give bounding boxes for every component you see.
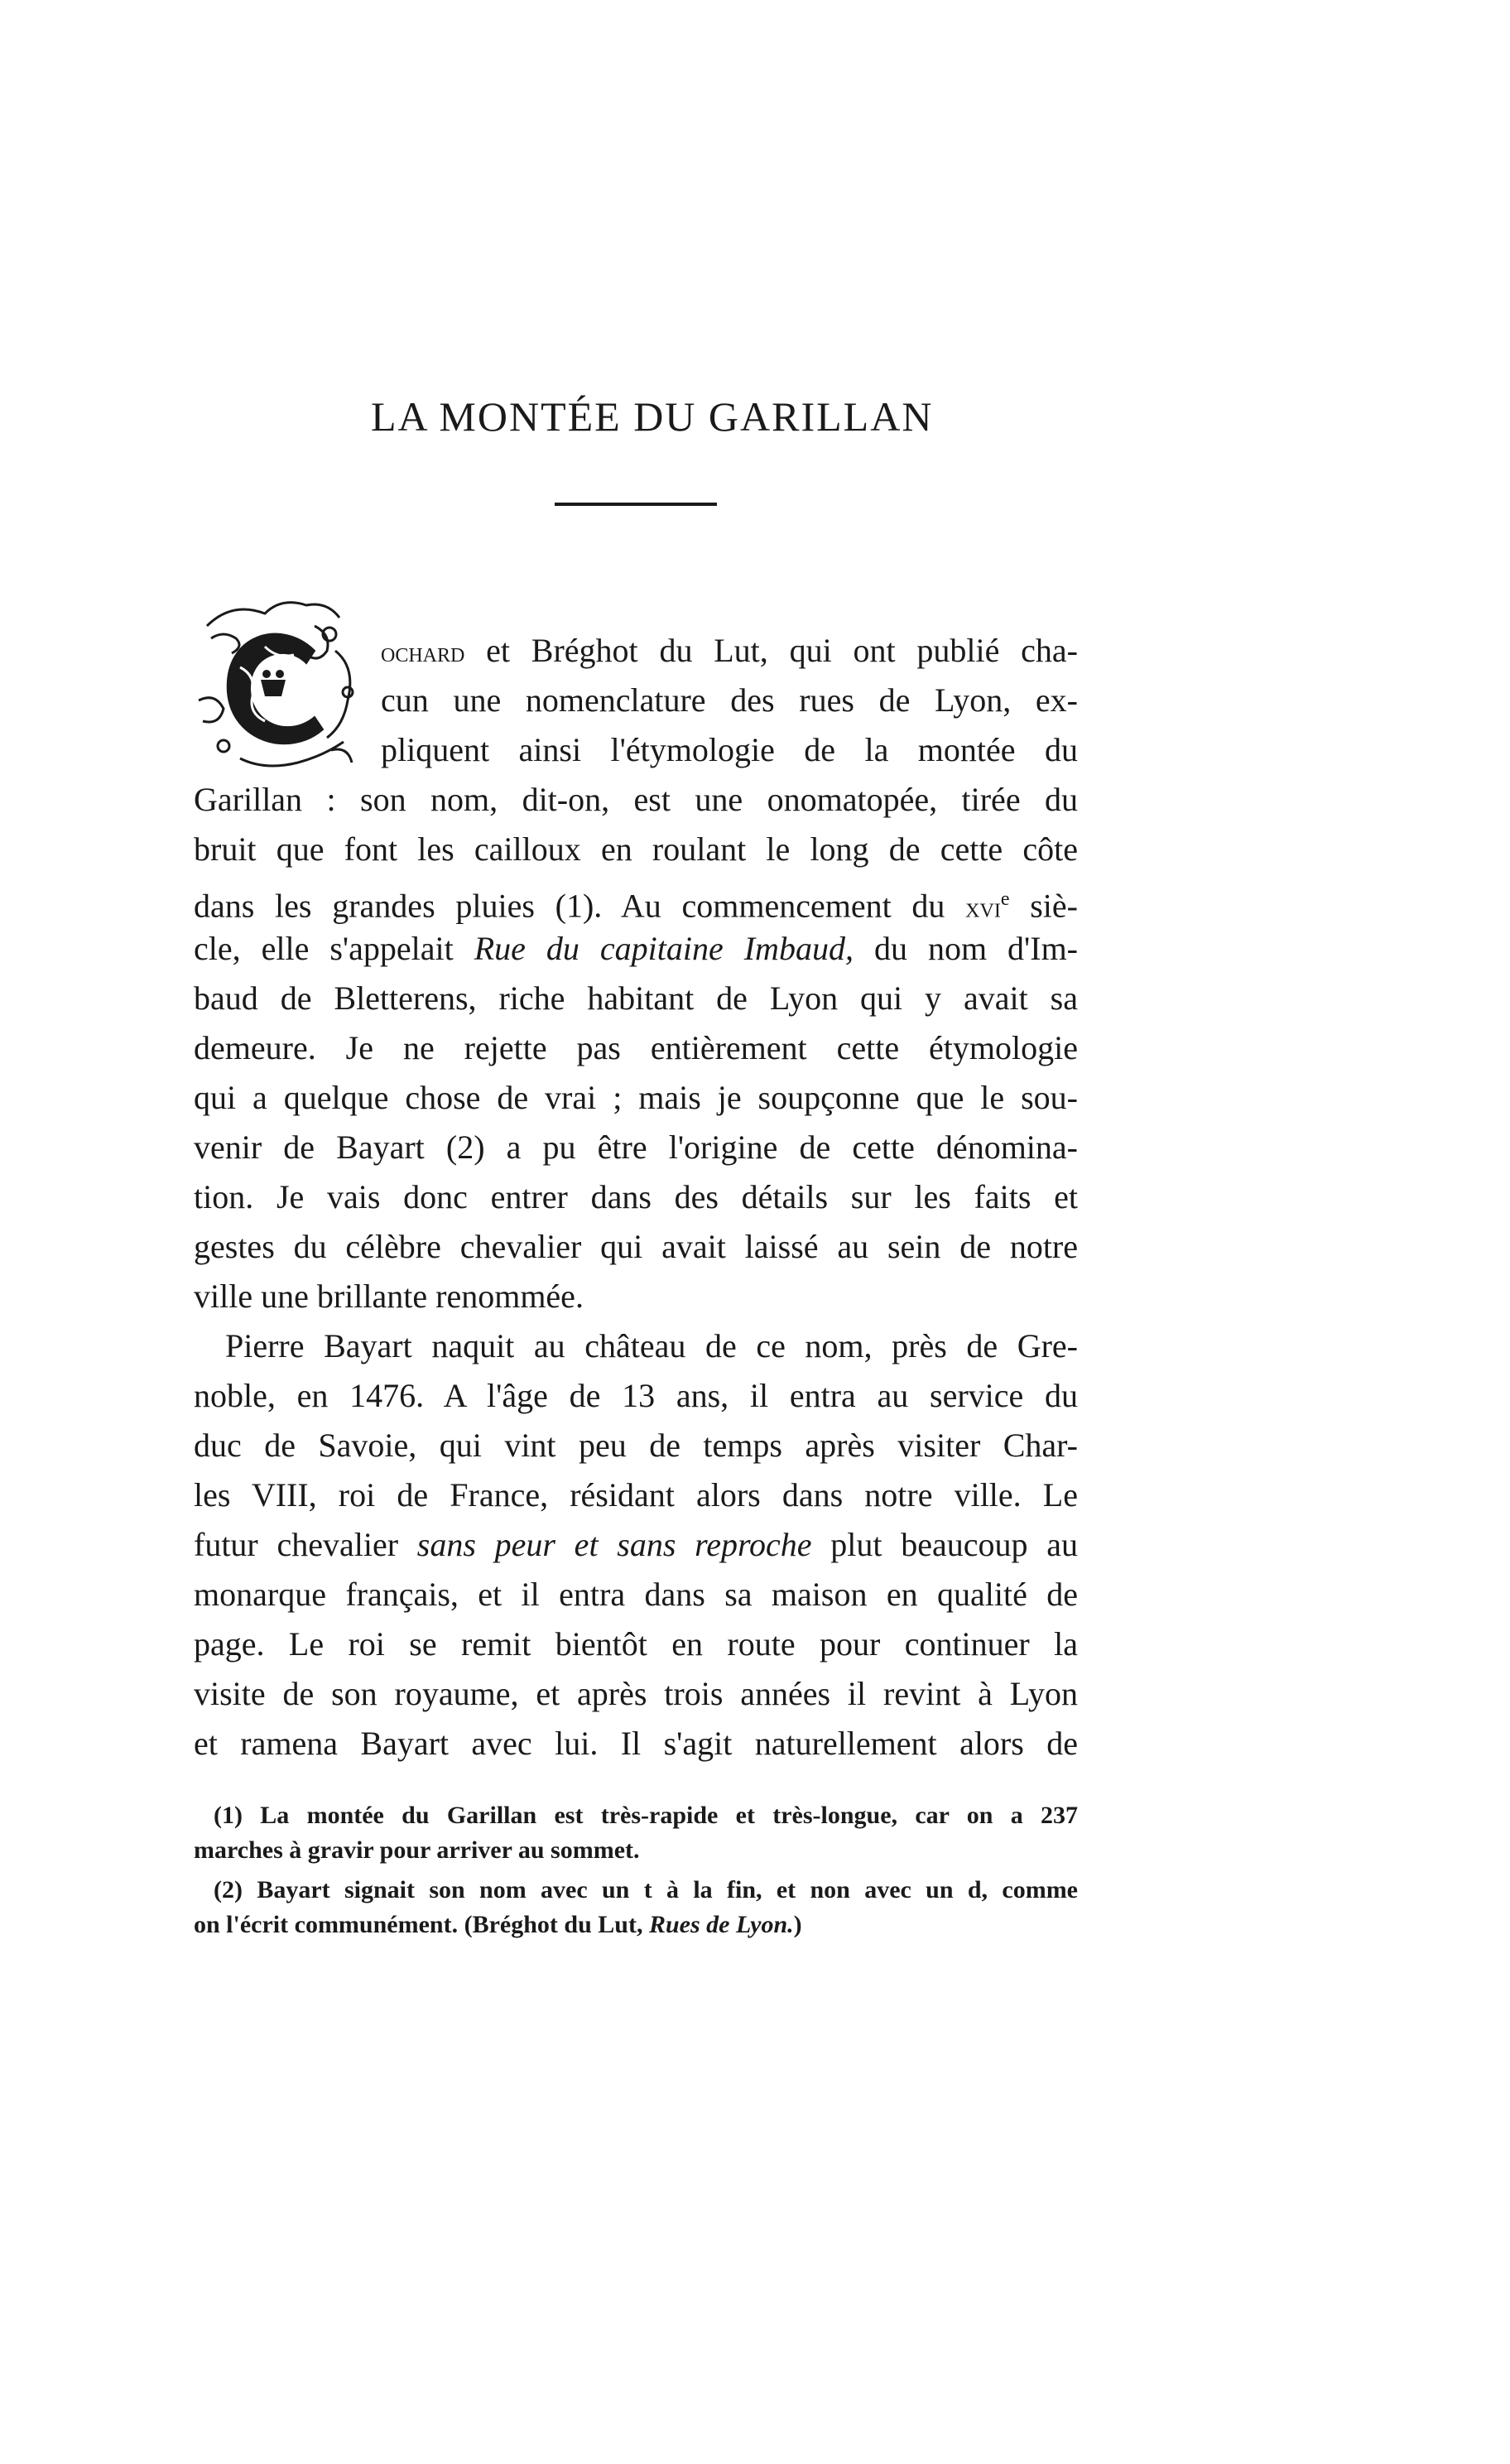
text-line: cun une nomenclature des rues de Lyon, ex-: [381, 681, 1078, 719]
text-line: bruit que font les cailloux en roulant le long de cette côte: [194, 830, 1078, 868]
text-span: futur chevalier: [194, 1526, 417, 1563]
text-line: [194, 924, 1078, 974]
text-line: qui a quelque chose de vrai ; mais je soupçonne que le sou-: [194, 1079, 1078, 1116]
text-line: duc de Savoie, qui vint peu de temps après visiter Char-: [194, 1427, 1078, 1464]
text-span: dans les grandes pluies (1). Au commencement du: [194, 887, 966, 925]
text-span: on l'écrit communément. (Bréghot du Lut,: [194, 1911, 649, 1938]
text-line: noble, en 1476. A l'âge de 13 ans, il entra au service du: [194, 1377, 1078, 1414]
title-rule: [555, 503, 717, 506]
text-line: monarque français, et il entra dans sa maison en qualité de: [194, 1576, 1078, 1613]
text-line: les VIII, roi de France, résidant alors dans notre ville. Le: [194, 1476, 1078, 1514]
text-line: [381, 626, 1078, 678]
text-span: et Bréghot du Lut, qui ont publié cha-: [464, 632, 1078, 669]
text-line: ville une brillante renommée.: [194, 1278, 584, 1315]
text-line: venir de Bayart (2) a pu être l'origine de cette dénomina-: [194, 1129, 1078, 1166]
ornamental-initial: [190, 601, 374, 777]
italic-span: Rues de Lyon.: [648, 1911, 794, 1938]
superscript: e: [1000, 888, 1010, 910]
footnote-2-cont: [194, 1908, 1078, 1942]
text-line: gestes du célèbre chevalier qui avait laissé au sein de notre: [194, 1228, 1078, 1265]
footnote-2: (2) Bayart signait son nom avec un t à la fin, et non avec un d, comme: [214, 1876, 1078, 1903]
chapter-title: LA MONTÉE DU GARILLAN: [371, 393, 934, 440]
text-line: et ramena Bayart avec lui. Il s'agit naturellement alors de: [194, 1725, 1078, 1762]
text-line: [194, 1520, 1078, 1570]
text-span: cle, elle s'appelait: [194, 930, 474, 967]
text-line: baud de Bletterens, riche habitant de Lyon qui y avait sa: [194, 979, 1078, 1017]
footnote-1: (1) La montée du Garillan est très-rapide et très-longue, car on a 237: [214, 1802, 1078, 1829]
text-line: page. Le roi se remit bientôt en route pour continuer la: [194, 1625, 1078, 1663]
text-line: visite de son royaume, et après trois années il revint à Lyon: [194, 1675, 1078, 1712]
italic-span: sans peur et sans reproche: [416, 1526, 812, 1563]
text-line: demeure. Je ne rejette pas entièrement cette étymologie: [194, 1029, 1078, 1066]
text-span: plut beaucoup au: [811, 1526, 1078, 1563]
text-line: Pierre Bayart naquit au château de ce nom, près de Gre-: [225, 1327, 1078, 1364]
text-span: siè-: [1009, 887, 1078, 925]
small-caps-word: ochard: [381, 638, 465, 668]
italic-span: Rue du capitaine Imbaud,: [474, 930, 854, 967]
text-span: ): [793, 1911, 802, 1938]
text-span: du nom d'Im-: [853, 930, 1079, 967]
century-numeral: xvi: [965, 893, 1001, 924]
text-line: pliquent ainsi l'étymologie de la montée du: [381, 731, 1078, 768]
footnote-1-cont: marches à gravir pour arriver au sommet.: [194, 1836, 640, 1864]
text-line: Garillan : son nom, dit-on, est une onomatopée, tirée du: [194, 781, 1078, 818]
text-line: tion. Je vais donc entrer dans des détails sur les faits et: [194, 1178, 1078, 1215]
